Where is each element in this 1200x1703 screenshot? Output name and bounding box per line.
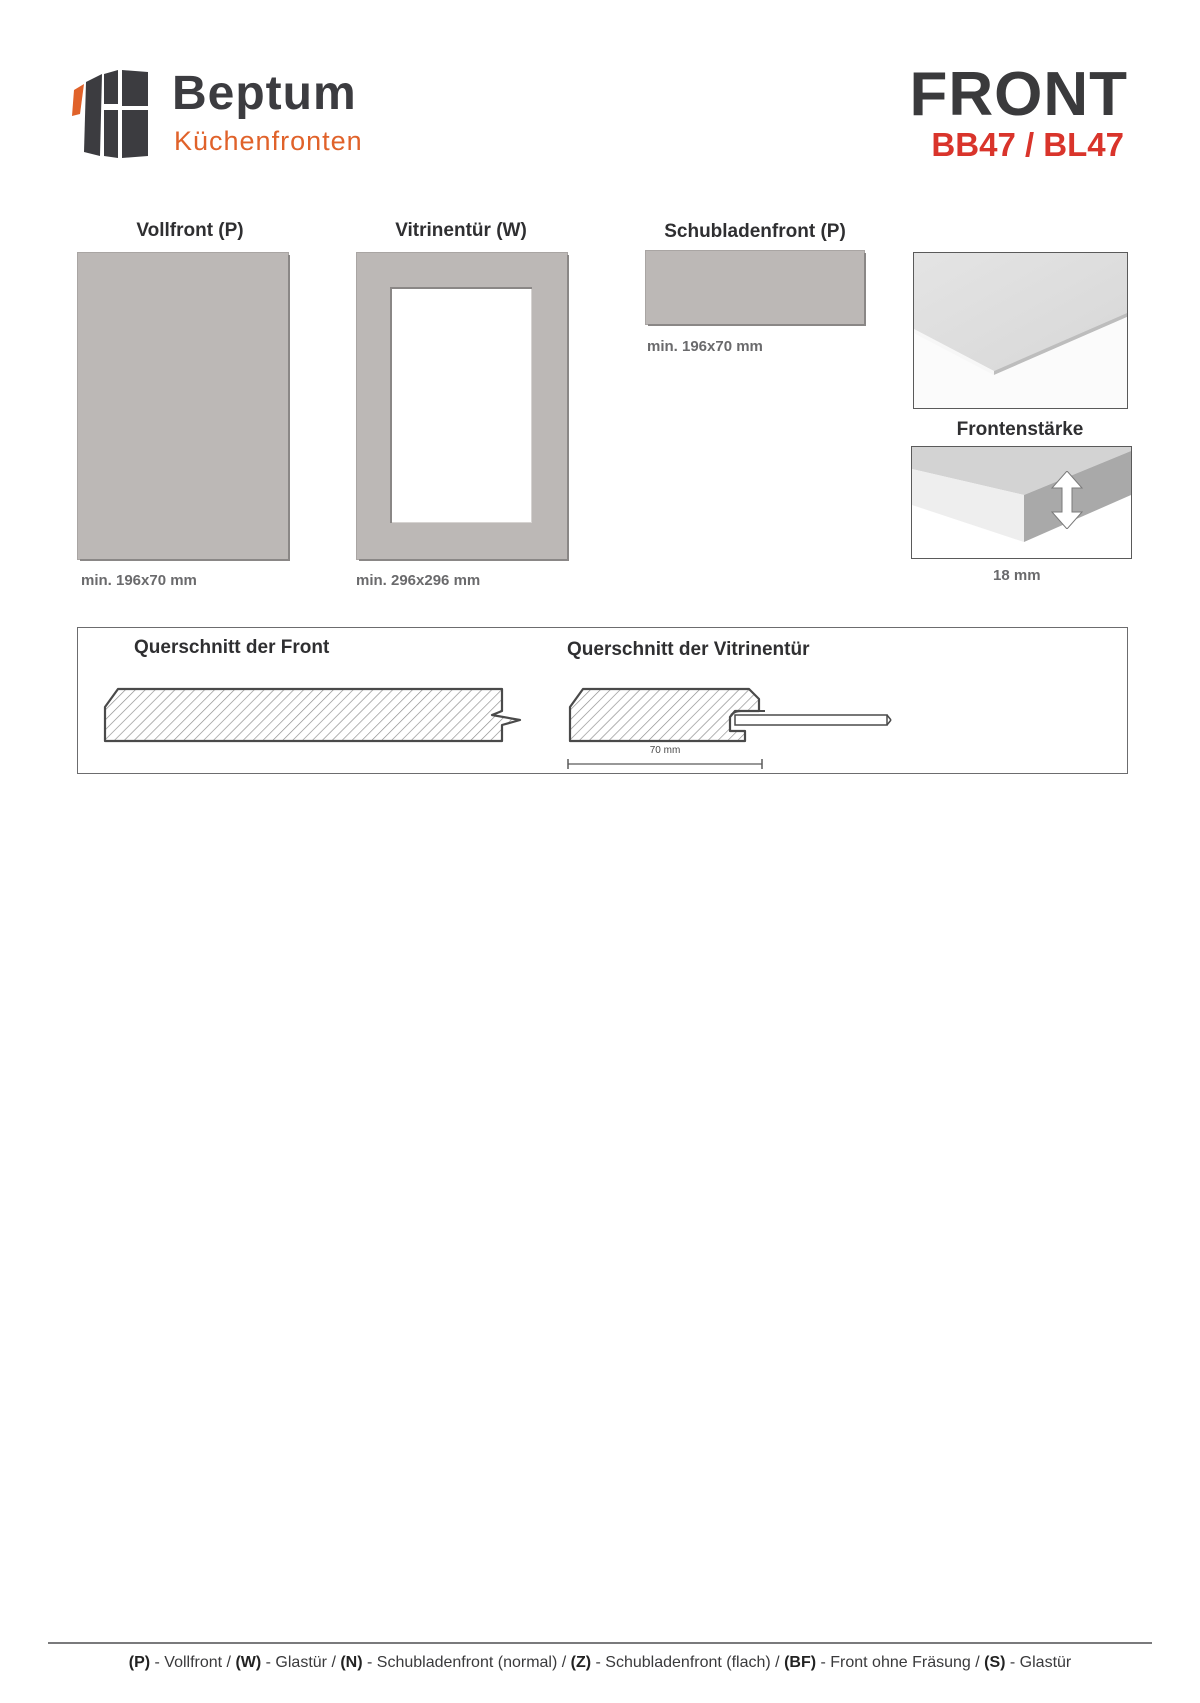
legend-text: - Schubladenfront (normal) / <box>362 1654 571 1671</box>
legend-code: (S) <box>984 1654 1006 1671</box>
page-title: FRONT <box>909 60 1128 129</box>
brand-logo-icon <box>72 70 156 158</box>
footer-legend <box>0 1655 1200 1671</box>
color-swatch <box>913 252 1128 409</box>
brand-name: Beptum <box>172 67 357 120</box>
thickness-arrow-icon <box>1050 471 1084 534</box>
legend-text: - Glastür <box>1005 1654 1072 1671</box>
front-profile-drawing <box>100 685 525 750</box>
schubladenfront-dimension: min. 196x70 mm <box>647 338 763 355</box>
vollfront-title: Vollfront (P) <box>136 220 244 241</box>
frontenstaerke-value: 18 mm <box>993 567 1041 584</box>
front-cross-section-title: Querschnitt der Front <box>134 637 330 658</box>
legend-code: (N) <box>340 1654 363 1671</box>
vitrinentuer-title: Vitrinentür (W) <box>395 220 527 241</box>
vitrine-cross-section-title: Querschnitt der Vitrinentür <box>567 639 810 660</box>
vitrine-profile-drawing <box>565 685 895 750</box>
product-code: BB47 / BL47 <box>931 126 1124 163</box>
frontenstaerke-illustration <box>911 446 1132 559</box>
vitrinentuer-glass <box>390 287 532 523</box>
legend-text: - Vollfront / <box>150 1654 236 1671</box>
schubladenfront-panel <box>646 251 864 324</box>
legend-code: (P) <box>128 1654 151 1671</box>
legend-text: - Glastür / <box>261 1654 341 1671</box>
schubladenfront-title: Schubladenfront (P) <box>664 221 846 242</box>
frontenstaerke-title: Frontenstärke <box>956 419 1084 440</box>
brand-subtitle: Küchenfronten <box>174 126 363 156</box>
vitrinentuer-dimension: min. 296x296 mm <box>356 572 481 589</box>
vitrine-dimension-value: 70 mm <box>627 745 703 756</box>
legend-text: - Front ohne Fräsung / <box>816 1654 985 1671</box>
legend-code: (Z) <box>570 1654 592 1671</box>
vitrinentuer-panel <box>357 253 567 559</box>
vollfront-dimension: min. 196x70 mm <box>81 572 197 589</box>
footer-divider <box>48 1642 1152 1644</box>
vollfront-panel <box>78 253 288 559</box>
legend-code: (W) <box>235 1654 262 1671</box>
legend-code: (BF) <box>784 1654 817 1671</box>
legend-text: - Schubladenfront (flach) / <box>591 1654 785 1671</box>
vitrine-dimension-line <box>567 756 763 766</box>
